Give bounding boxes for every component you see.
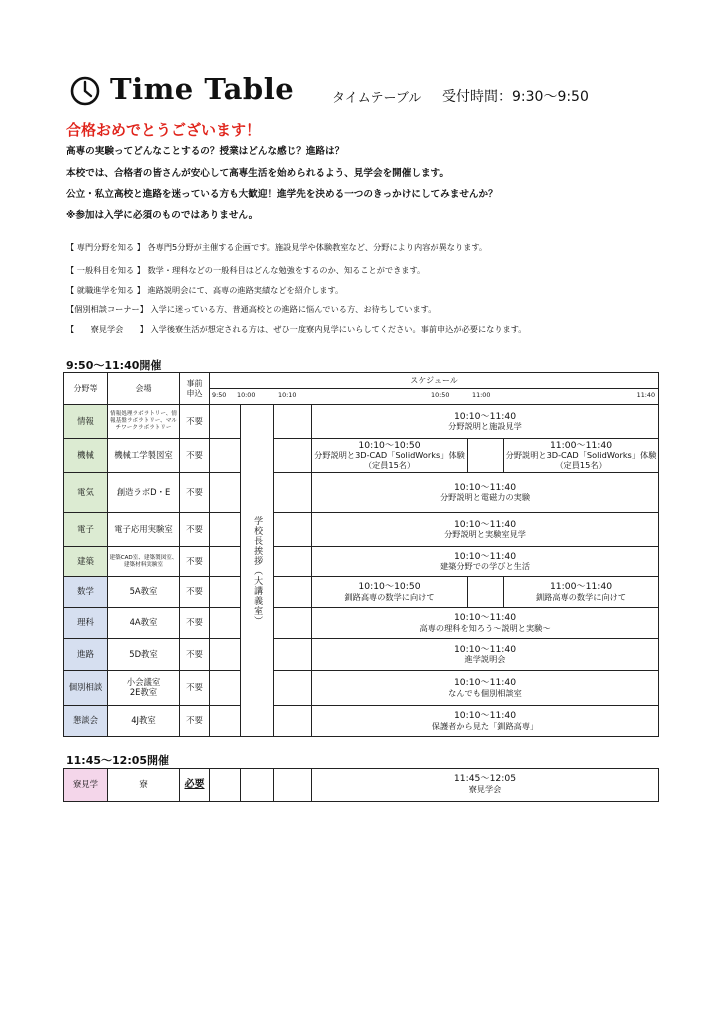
- registration-cell: 不要: [180, 405, 210, 439]
- event-time: 10:10～11:40: [453, 410, 517, 422]
- header-venue: 会場: [108, 373, 180, 405]
- note-line: 【 専門分野を知る 】 各専門5分野が主催する企画です。施設見学や体験教室など、分野により内容が異なります。: [66, 242, 488, 252]
- note-line: 【 就職進学を知る 】 進路説明会にて、高専の進路実績などを紹介します。: [66, 285, 344, 295]
- field-cell: 懇談会: [64, 706, 108, 737]
- empty-slot: [241, 769, 274, 802]
- event-cell: [312, 439, 468, 473]
- tick-label: 10:50: [431, 391, 450, 399]
- venue-cell: 4A教室: [108, 608, 180, 639]
- intro-line: 高専の実験ってどんなことするの？授業はどんな感じ？進路は？: [66, 146, 345, 157]
- table-row: [64, 473, 659, 513]
- event-cell: [312, 671, 659, 706]
- event-desc: 寮見学会: [468, 783, 502, 794]
- intro-line: 本校では、合格者の皆さんが安心して高専生活を始められるよう、見学会を開催します。: [66, 168, 449, 179]
- tick-label: 11:00: [472, 391, 491, 399]
- intro-line: ※参加は入学に必須のものではありません。: [66, 210, 259, 221]
- empty-slot: [210, 513, 241, 547]
- event-desc: 進学説明会: [464, 654, 506, 665]
- event-time: 10:10～10:50: [358, 439, 421, 451]
- time-axis: [210, 389, 659, 405]
- empty-slot: [210, 671, 241, 706]
- table-row: [64, 608, 659, 639]
- event-cell: [312, 706, 659, 737]
- venue-cell: 小会議室 2E教室: [108, 671, 180, 706]
- registration-cell: 不要: [180, 577, 210, 608]
- field-cell: 建築: [64, 547, 108, 577]
- empty-slot: [210, 639, 241, 671]
- event-cell: [312, 769, 659, 802]
- tick-label: 10:00: [237, 391, 256, 399]
- tick-label: 10:10: [278, 391, 297, 399]
- page-subtitle: タイムテーブル: [332, 91, 422, 106]
- event-desc: 分野説明と3D-CAD「SolidWorks」体験（定員15名）: [505, 450, 657, 470]
- event-cell: [504, 439, 659, 473]
- empty-slot: [274, 608, 312, 639]
- event-desc: 分野説明と電磁力の実験: [439, 492, 531, 503]
- empty-slot: [274, 671, 312, 706]
- empty-slot: [210, 577, 241, 608]
- event-desc: 釧路高専の数学に向けて: [344, 591, 435, 602]
- field-cell: 理科: [64, 608, 108, 639]
- event-time: 10:10～11:40: [453, 550, 517, 562]
- venue-cell: 4J教室: [108, 706, 180, 737]
- field-cell: 電子: [64, 513, 108, 547]
- event-desc: 分野説明と実験室見学: [444, 529, 526, 540]
- empty-slot: [274, 513, 312, 547]
- table-row: [64, 405, 659, 439]
- clock-icon: [70, 76, 100, 106]
- venue-cell: 5D教室: [108, 639, 180, 671]
- event-cell: [312, 639, 659, 671]
- event-time: 10:10～11:40: [453, 677, 517, 688]
- empty-slot: [274, 547, 312, 577]
- field-cell: 個別相談: [64, 671, 108, 706]
- empty-slot: [274, 439, 312, 473]
- registration-cell: 不要: [180, 439, 210, 473]
- event-cell: [312, 405, 659, 439]
- event-time: 10:10～10:50: [358, 581, 421, 592]
- field-cell: 進路: [64, 639, 108, 671]
- venue-cell: 電子応用実験室: [108, 513, 180, 547]
- event-time: 10:10～11:40: [453, 643, 517, 655]
- event-cell: [312, 577, 468, 608]
- registration-cell: 必要: [180, 769, 210, 802]
- registration-cell: 不要: [180, 473, 210, 513]
- venue-cell: 創造ラボD・E: [108, 473, 180, 513]
- table-row: [64, 769, 659, 802]
- event-desc: なんでも個別相談室: [448, 687, 522, 698]
- registration-cell: 不要: [180, 608, 210, 639]
- header-field: 分野等: [64, 373, 108, 405]
- event-cell: [312, 547, 659, 577]
- registration-cell: 不要: [180, 513, 210, 547]
- event-desc: 釧路高専の数学に向けて: [535, 591, 627, 602]
- registration-cell: 不要: [180, 547, 210, 577]
- registration-cell: 不要: [180, 671, 210, 706]
- field-cell: 電気: [64, 473, 108, 513]
- empty-slot: [210, 439, 241, 473]
- greeting-cell: [241, 405, 274, 737]
- empty-slot: [274, 639, 312, 671]
- venue-cell: 機械工学製図室: [108, 439, 180, 473]
- empty-slot: [210, 769, 241, 802]
- registration-cell: 不要: [180, 639, 210, 671]
- session2-heading: 11:45～12:05開催: [66, 754, 170, 767]
- event-desc: 建築分野での学びと生活: [439, 561, 531, 572]
- empty-slot: [210, 405, 241, 439]
- table-row: [64, 639, 659, 671]
- event-desc: 高専の理科を知ろう～説明と実験～: [419, 622, 551, 633]
- event-cell: [312, 513, 659, 547]
- note-line: 【個別相談コーナー】 入学に迷っている方、普通高校との進路に悩んでいる方、お待ちしています。: [66, 304, 437, 314]
- congrats-heading: 合格おめでとうございます！: [66, 121, 262, 139]
- event-cell: [312, 608, 659, 639]
- note-line: 【 寮見学会 】 入学後寮生活が想定される方は、ぜひ一度寮内見学にいらしてください。事前申込が必要になります。: [66, 324, 527, 334]
- field-cell: 情報: [64, 405, 108, 439]
- registration-cell: 不要: [180, 706, 210, 737]
- table-row: [64, 439, 659, 473]
- dorm-table: [63, 768, 659, 802]
- table-row: [64, 547, 659, 577]
- empty-slot: [274, 706, 312, 737]
- empty-slot: [274, 473, 312, 513]
- title-row: [70, 72, 670, 112]
- table-row: [64, 671, 659, 706]
- field-cell: 数学: [64, 577, 108, 608]
- empty-slot: [274, 577, 312, 608]
- table-row: [64, 706, 659, 737]
- empty-slot: [468, 439, 504, 473]
- table-row: [64, 513, 659, 547]
- field-cell: 機械: [64, 439, 108, 473]
- venue-cell: 寮: [108, 769, 180, 802]
- empty-slot: [210, 608, 241, 639]
- event-time: 11:00～11:40: [549, 581, 613, 592]
- event-time: 11:00～11:40: [549, 439, 613, 451]
- reception-time: 受付時間：9:30～9:50: [442, 89, 589, 105]
- empty-slot: [210, 473, 241, 513]
- table-row: [64, 577, 659, 608]
- empty-slot: [468, 577, 504, 608]
- field-cell: 寮見学: [64, 769, 108, 802]
- event-cell: [312, 473, 659, 513]
- event-desc: 分野説明と3D-CAD「SolidWorks」体験（定員15名）: [314, 450, 465, 470]
- header-registration: 事前 申込: [180, 373, 210, 405]
- empty-slot: [274, 769, 312, 802]
- empty-slot: [274, 405, 312, 439]
- event-time: 11:45～12:05: [453, 773, 517, 784]
- event-cell: [504, 577, 659, 608]
- event-time: 10:10～11:40: [453, 518, 517, 530]
- header-schedule: スケジュール: [210, 373, 659, 389]
- venue-cell: 5A教室: [108, 577, 180, 608]
- event-time: 10:10～11:40: [453, 710, 517, 721]
- venue-cell: 建築CAD室、建築製図室、建築材料実験室: [108, 547, 180, 577]
- event-time: 10:10～11:40: [453, 612, 517, 623]
- session1-heading: 9:50～11:40開催: [66, 359, 162, 372]
- tick-label: 9:50: [212, 391, 227, 399]
- note-line: 【 一般科目を知る 】 数学・理科などの一般科目はどんな勉強をするのか、知ることができます。: [66, 265, 426, 275]
- venue-cell: 情報処理ラボラトリー、情報基盤ラボラトリー、マルチワークラボラトリー: [108, 405, 180, 439]
- intro-line: 公立・私立高校と進路を迷っている方も大歓迎！進学先を決める一つのきっかけにしてみませんか？: [66, 189, 498, 200]
- greeting-text: 学校長挨拶（大講義室）: [252, 515, 263, 626]
- tick-label: 11:40: [636, 391, 656, 399]
- page-title: Time Table: [110, 72, 295, 106]
- empty-slot: [210, 706, 241, 737]
- event-desc: 保護者から見た「釧路高専」: [431, 720, 539, 731]
- event-desc: 分野説明と施設見学: [448, 421, 522, 432]
- schedule-table: [63, 372, 659, 737]
- event-time: 10:10～11:40: [453, 481, 517, 493]
- empty-slot: [210, 547, 241, 577]
